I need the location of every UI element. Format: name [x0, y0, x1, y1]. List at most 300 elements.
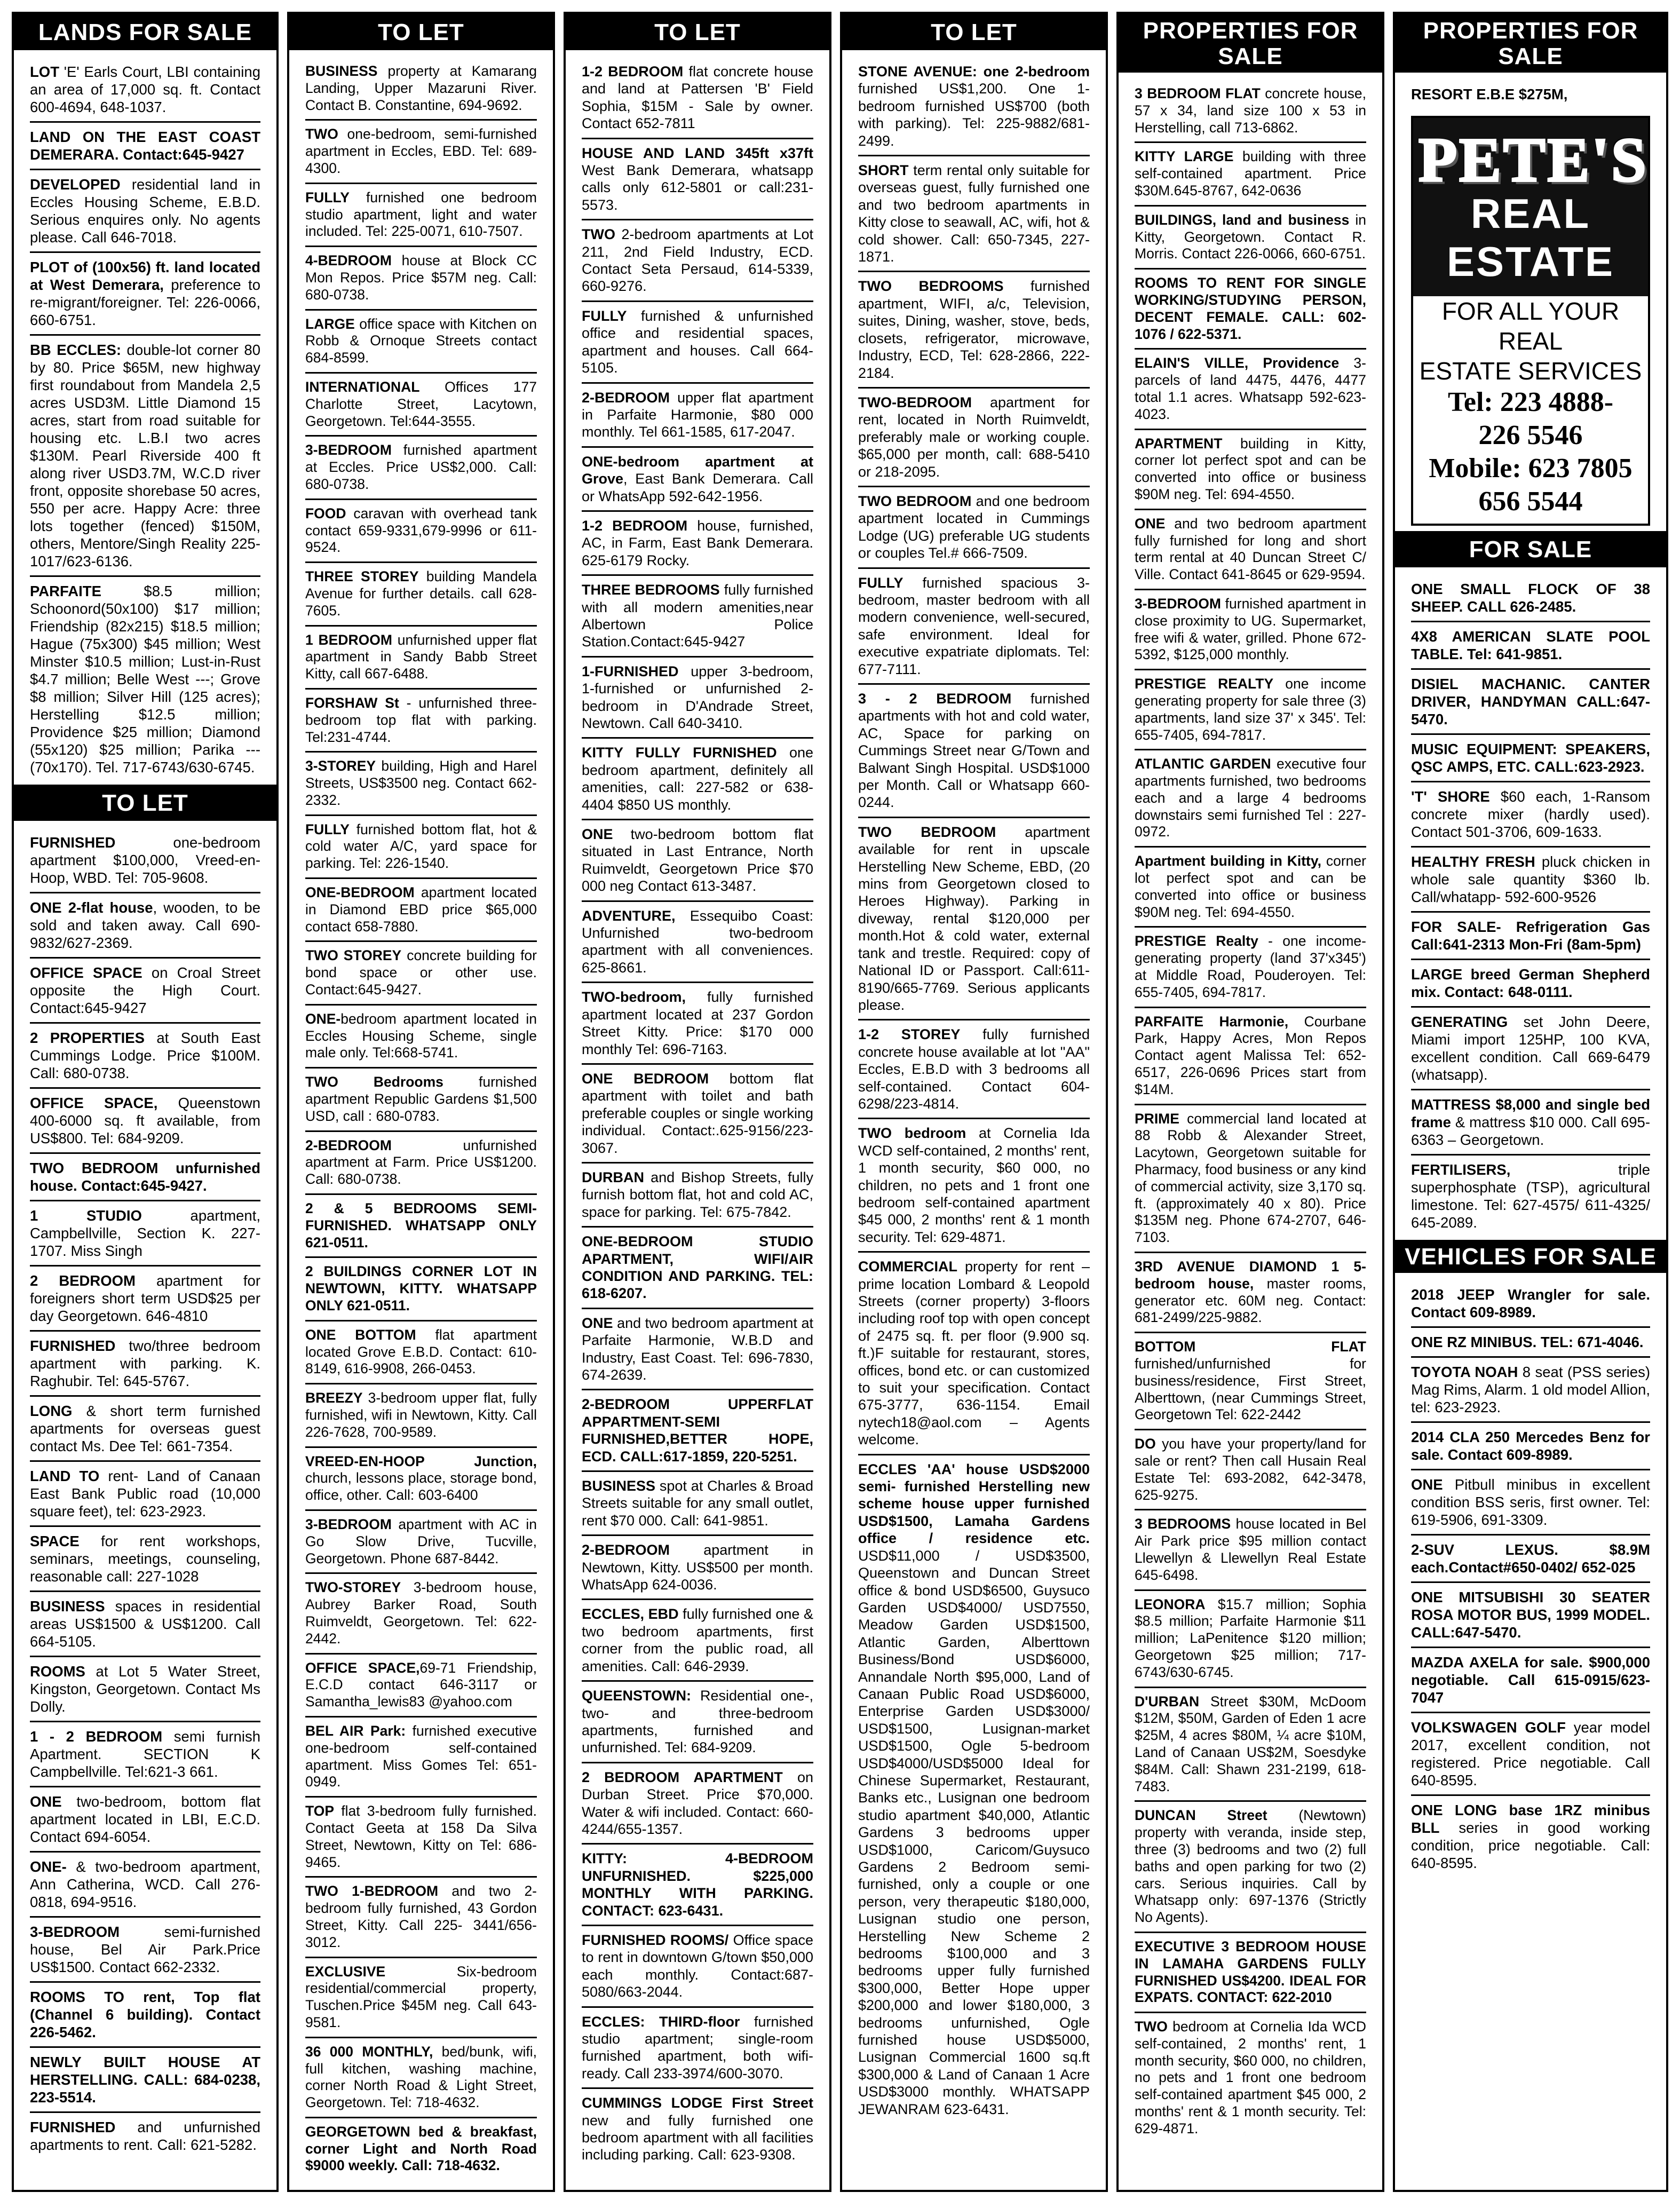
classified-ad	[1411, 848, 1650, 913]
classified-ad	[305, 121, 537, 184]
ad-lead: 2 BUILDINGS CORNER LOT IN NEWTOWN, KITTY. WHATSAPP ONLY 621-0511.	[305, 1263, 537, 1314]
classified-ad	[582, 1472, 813, 1536]
column-4	[840, 12, 1108, 2192]
ad-lead: PRESTIGE Realty	[1135, 933, 1258, 949]
logo-subtitle: REAL ESTATE	[1446, 190, 1615, 285]
section-heading-to-let: TO LET	[842, 14, 1106, 50]
classified-ad	[1135, 590, 1366, 670]
ad-text: series in good working condition, price negotiable. Call: 640-8595.	[1411, 1819, 1650, 1871]
ad-text: Six-bedroom residential/commercial property, Tuschen.Price $45M neg. Call 643-9581.	[305, 1963, 537, 2030]
classified-ad	[305, 627, 537, 690]
ad-lead: STONE AVENUE: one 2-bedroom	[858, 64, 1090, 80]
ad-text: at Lot 5 Water Street, Kingston, Georgetown. Contact Ms Dolly.	[30, 1663, 260, 1715]
ad-text: bedroom at Cornelia Ida WCD self-contained, 2 months' rent, 1 month security, $60 000, no children, no pets and 1 front one bedroom self-contained apartment $45 000, 2 months' rent & 1 month security. Tel: 629-4871.	[1135, 2019, 1366, 2136]
ad-lead: PARFAITE Harmonie,	[1135, 1013, 1289, 1030]
ad-lead: TWO BEDROOM	[858, 493, 972, 509]
ad-lead: 4-BEDROOM	[305, 252, 392, 269]
ad-text: bed/bunk, wifi, full kitchen, washing machine, corner North Road & Light Street, Georgetown. Tel: 718-4632.	[305, 2043, 537, 2111]
classified-ad	[305, 374, 537, 437]
ad-text: flat apartment located Grove E.B.D. Contact: 610-8149, 616-9908, 266-0453.	[305, 1326, 537, 1377]
ad-text: apartment with AC in Go Slow Drive, Tucville, Georgetown. Phone 687-8442.	[305, 1516, 537, 1566]
classified-ad	[858, 156, 1090, 272]
ad-text: furnished bottom flat, hot & cold water A/C, yard space for parking. Tel: 226-1540.	[305, 821, 537, 872]
ad-lead: RESORT E.B.E $275M,	[1411, 86, 1568, 102]
ad-list	[1411, 80, 1650, 108]
ad-lead: TWO BEDROOMS	[858, 278, 1004, 295]
ad-lead: OFFICE SPACE,	[305, 1659, 420, 1676]
classified-ad	[30, 1332, 260, 1397]
classified-ad	[858, 272, 1090, 388]
ad-lead: 1-2 STOREY	[858, 1026, 961, 1043]
section-heading-lands-for-sale: LANDS FOR SALE	[14, 14, 276, 50]
classified-ad	[582, 2089, 813, 2169]
ad-lead: ECCLES, EBD	[582, 1606, 679, 1623]
ad-lead: OFFICE SPACE	[30, 964, 142, 981]
ad-text: pluck chicken in whole sale quantity $360 lb. Call/whatapp- 592-600-9526	[1411, 853, 1650, 905]
ad-text: $8.5 million; Schoonord(50x100) $17 million; Friendship (82x215) $18.5 million; Hague (75x300) $45 million; West Minster $10.5 million; Lust-in-Rust $4.7 million; Belle West ---; Grove $8 million; Silver Hill (125 acres); Herstelling $12.5 million; Providence $25 million; Diamond (55x120) $25 million; Parika --- (70x170). Tel. 717-6743/630-6745.	[30, 583, 260, 775]
ad-lead: 3 BEDROOMS	[1135, 1516, 1231, 1532]
classified-ad	[582, 384, 813, 448]
ad-text: concrete building for bond space or other use. Contact:645-9427.	[305, 947, 537, 998]
logo-tel: Tel: 223 4888-	[1447, 387, 1614, 417]
classified-ad	[30, 170, 260, 253]
ad-lead: 3 BEDROOM FLAT	[1135, 85, 1261, 101]
ad-lead: 3-BEDROOM	[1135, 595, 1221, 612]
ad-lead: EXECUTIVE 3 BEDROOM HOUSE IN LAMAHA GARDENS FULLY FURNISHED US$4200. IDEAL FOR EXPATS. CONTACT: 622-2010	[1135, 1938, 1366, 2006]
classified-ad	[858, 389, 1090, 487]
classified-ad	[582, 1682, 813, 1763]
classified-ad	[1135, 670, 1366, 750]
classified-ad	[30, 959, 260, 1024]
ad-text: & mattress $10 000. Call 695-6363 – Georgetown.	[1411, 1114, 1650, 1148]
ad-text: 'E' Earls Court, LBI containing an area of 17,000 sq. ft. Contact 600-4694, 648-1037.	[30, 64, 260, 115]
ad-list	[1411, 1280, 1650, 1877]
ad-text: Queenstown 400-6000 sq. ft available, from US$800. Tel: 684-9209.	[30, 1095, 260, 1146]
ad-text: Offices 177 Charlotte Street, Lacytown, Georgetown. Tel:644-3555.	[305, 378, 537, 429]
classified-ad	[582, 1536, 813, 1600]
ad-lead: ROOMS	[30, 1663, 85, 1680]
ad-lead: 36 000 MONTHLY,	[305, 2043, 433, 2060]
ad-text: $60 each, 1-Ransom concrete mixer (hardly used). Contact 501-3706, 609-1633.	[1411, 788, 1650, 840]
ad-text: residential land in Eccles Housing Scheme, E.B.D. Serious enquires only. No agents please. Call 646-7018.	[30, 176, 260, 246]
classified-ad	[1135, 928, 1366, 1008]
ad-lead: DUNCAN Street	[1135, 1807, 1267, 1824]
ad-lead: 3-BEDROOM	[305, 442, 392, 458]
ad-lead: SHORT	[858, 162, 909, 179]
classified-ad	[858, 1253, 1090, 1455]
ad-lead: KITTY FULLY FURNISHED	[582, 745, 777, 761]
ad-text: bedroom apartment located in Eccles Housing Scheme, single male only. Tel:668-5741.	[305, 1010, 537, 1061]
classified-ad	[1411, 1648, 1650, 1713]
ad-lead: DO	[1135, 1436, 1156, 1452]
classified-ad	[1411, 622, 1650, 670]
column-1	[12, 12, 279, 2192]
ad-lead: TOYOTA NOAH	[1411, 1364, 1518, 1380]
ad-lead: 1-FURNISHED	[582, 663, 679, 679]
classified-ad	[582, 1845, 813, 1926]
ad-text: at Cornelia Ida WCD self-contained, 2 months' rent, 1 month security, $60 000, no children, no pets and 1 front one bedroom self-contained apartment $45 000, 2 months' rent & 1 month security. Tel: 629-4871.	[858, 1125, 1090, 1245]
ad-text: concrete house, 57 x 34, land size 100 x 53 in Herstelling, call 713-6862.	[1135, 85, 1366, 136]
classified-ad	[30, 1267, 260, 1332]
ad-lead: 3RD AVENUE DIAMOND 1 5-bedroom house,	[1135, 1259, 1366, 1292]
classified-ad	[30, 1462, 260, 1527]
ad-lead: BEL AIR Park:	[305, 1722, 406, 1739]
ad-lead: TWO BEDROOM	[858, 824, 996, 840]
ad-lead: 4X8 AMERICAN SLATE POOL TABLE. Tel: 641-9851.	[1411, 628, 1650, 662]
ad-lead: 2018 JEEP Wrangler for sale. Contact 609-8989.	[1411, 1286, 1650, 1320]
classified-ad	[305, 1321, 537, 1384]
classified-ad	[1411, 1470, 1650, 1536]
classified-ad	[305, 1258, 537, 1321]
ad-text: furnished US$1,200. One 1-bedroom furnished US$700 (both with parking). Tel: 225-9882/681-2499.	[858, 81, 1090, 149]
ad-lead: LONG	[30, 1403, 73, 1419]
classified-ad	[1411, 1423, 1650, 1470]
ad-lead: BUSINESS	[582, 1478, 656, 1494]
classified-ad	[1135, 750, 1366, 848]
ad-lead: BUSINESS	[305, 63, 378, 79]
classified-ad	[30, 1592, 260, 1657]
ad-lead: ONE MITSUBISHI 30 SEATER ROSA MOTOR BUS, 1999 MODEL. CALL:647-5470.	[1411, 1589, 1650, 1641]
ad-text: furnished apartment, WIFI, a/c, Television, suites, Dining, washer, stove, beds, closets, refrigerator, microwave, Industry, ECD, Tel: 628-2866, 222-2184.	[858, 278, 1090, 381]
ad-lead: PLOT of (100x56) ft. land located at West Demerara,	[30, 259, 260, 293]
ad-lead: 3-BEDROOM	[30, 1924, 120, 1940]
ad-text: one bedroom apartment, definitely all amenities, call: 227-582 or 638-4404 $850 US monthly.	[582, 745, 813, 813]
classified-ad	[582, 576, 813, 658]
logo-name: PETE'S	[1419, 125, 1649, 195]
classified-ad	[582, 1065, 813, 1164]
ad-text: and Bishop Streets, fully furnish bottom flat, hot and cold AC, space for parking. Tel: 675-7842.	[582, 1169, 813, 1220]
column-2	[287, 12, 555, 2192]
ad-lead: FURNISHED ROOMS/	[582, 1932, 729, 1948]
classified-ad	[582, 1600, 813, 1682]
ad-lead: THREE BEDROOMS	[582, 582, 720, 598]
classified-ad	[305, 1006, 537, 1069]
ad-lead: VREED-EN-HOOP Junction,	[305, 1453, 537, 1469]
ad-lead: TWO-STOREY	[305, 1579, 401, 1596]
ad-text: USD$11,000 / USD$3500, Queenstown and Duncan Street office & bond USD$6500, Guysuco Garden USD$4000/ USD7550, Meadow Garden USD$1500, Atlantic Garden, Alberttown Business/Bond USD$6000, Annandale North $95,000, Land of Canaan Public Road USD$6000, Enterprise Garden USD$3000/ USD$1500, Lusignan-market USD$1500, Ogle 5-bedroom USD$4000/USD$5000 Ideal for Chinese Supermarket, Restaurant, Banks etc., Lusignan one bedroom studio apartment $40,000, Atlantic Gardens 3 bedrooms upper USD$1000, Caricom/Guysuco Gardens 2 Bedroom semi-furnished, only a couple or one person, very therapeutic $180,000, Lusignan studio one person, Herstelling New Scheme 2 bedrooms $100,000 and 3 bedrooms upper fully furnished $300,000, Better Hope upper $200,000 and lower $180,000, 3 bedrooms unfurnished, Ogle furnished house USD$5000, Lusignan Commercial 1600 sq.ft $300,000 & Land of Canaan 1 Acre USD$3000 monthly. WHATSAPP JEWANRAM 623-6431.	[858, 1547, 1090, 2117]
ad-lead: TWO	[582, 226, 615, 243]
classified-ad	[1411, 1796, 1650, 1877]
classified-ad	[582, 448, 813, 512]
ad-lead: ONE-	[305, 1010, 341, 1027]
ad-text: $15.7 million; Sophia $8.5 million; Parfaite Harmonie $11 million; LaPenitence $120 million; Georgetown $25 million; 717-6743/630-6745.	[1135, 1596, 1366, 1680]
ad-lead: LARGE breed German Shepherd mix. Contact: 648-0111.	[1411, 966, 1650, 1000]
ad-text: new and fully furnished one bedroom apartment with all facilities including parking. Call: 623-9308.	[582, 2112, 813, 2163]
classified-ad	[305, 1574, 537, 1654]
ad-lead: Apartment building in Kitty,	[1135, 853, 1321, 869]
ad-list	[858, 58, 1090, 2123]
ad-lead: DURBAN	[582, 1169, 644, 1185]
ad-text: bottom flat apartment with toilet and bath preferable couples or single working individual. Contact:.625-9156/223-3067.	[582, 1070, 813, 1156]
ad-lead: 2014 CLA 250 Mercedes Benz for sale. Contact 609-8989.	[1411, 1429, 1650, 1463]
ad-text: & short term furnished apartments for overseas guest contact Ms. Dee Tel: 661-7354.	[30, 1403, 260, 1454]
ad-lead: 1 BEDROOM	[305, 631, 392, 648]
ad-text: caravan with overhead tank contact 659-9331,679-9996 or 611-9524.	[305, 505, 537, 556]
logo-mobile: Mobile: 623 7805	[1429, 453, 1633, 484]
classified-ad	[1411, 960, 1650, 1008]
ad-lead: PARFAITE	[30, 583, 101, 599]
classified-ad	[30, 2048, 260, 2113]
ad-lead: D'URBAN	[1135, 1693, 1200, 1710]
classified-ad	[305, 437, 537, 500]
ad-lead: QUEENSTOWN:	[582, 1688, 692, 1704]
section-heading-properties-for-sale: PROPERTIES FOR SALE	[1395, 14, 1666, 73]
classified-ad	[582, 139, 813, 221]
ad-lead: FORSHAW St	[305, 694, 399, 711]
ad-text: apartment for foreigners short term USD$25 per day Georgetown. 646-4810	[30, 1272, 260, 1324]
classified-ad	[305, 1958, 537, 2038]
ad-lead: ONE SMALL FLOCK OF 38 SHEEP. CALL 626-2485.	[1411, 581, 1650, 615]
classified-ad	[582, 1164, 813, 1228]
ad-text: furnished & unfurnished office and residential spaces, apartment and houses. Call 664-5105.	[582, 307, 813, 376]
ad-text: property for rent – prime location Lombard & Leopold Streets (corner property) 3-floors including roof top with open concept of 2475 sq. ft. per floor (9.900 sq. ft.)F suitable for restaurant, stores, offices, bond etc. or can customized to suit your specification. Contact 675-3777, 636-1154. Email nytech18@aol.com – Agents welcome.	[858, 1259, 1090, 1448]
ad-text: , East Bank Demerara. Call or WhatsApp 592-642-1956.	[582, 471, 813, 504]
ad-lead: ROOMS TO rent, Top flat (Channel 6 building). Contact 226-5462.	[30, 1989, 260, 2040]
ad-lead: CUMMINGS LODGE First Street	[582, 2095, 813, 2111]
ad-text: two-bedroom bottom flat situated in Last Entrance, North Ruimveldt, Georgetown Price $70 000 neg Contact 613-3487.	[582, 826, 813, 895]
classified-ad	[582, 302, 813, 384]
classified-ad	[1135, 510, 1366, 590]
ad-lead: 2-BEDROOM	[582, 389, 670, 406]
ad-lead: TWO-BEDROOM	[858, 394, 972, 410]
ad-lead: LAND ON THE EAST COAST DEMERARA. Contact:645-9427	[30, 129, 260, 163]
ad-lead: FURNISHED	[30, 2119, 116, 2135]
classified-ad	[858, 58, 1090, 156]
ad-text: spot at Charles & Broad Streets suitable for any small outlet, rent $70 000. Call: 641-9851.	[582, 1478, 813, 1529]
ad-text: office space with Kitchen on Robb & Ornoque Streets contact 684-8599.	[305, 315, 537, 366]
classified-ad	[1135, 1933, 1366, 2013]
classified-ad	[1135, 1510, 1366, 1590]
classified-ad	[582, 220, 813, 302]
ad-lead: TWO STOREY	[305, 947, 402, 964]
ad-lead: DISIEL MACHANIC. CANTER DRIVER, HANDYMAN CALL:647-5470.	[1411, 676, 1650, 727]
ad-lead: FERTILISERS,	[1411, 1161, 1511, 1178]
classified-ad	[30, 828, 260, 893]
ad-lead: ONE	[582, 1315, 613, 1331]
ad-lead: TWO	[305, 126, 338, 143]
classified-ad	[582, 820, 813, 902]
ad-text: spaces in residential areas US$1500 & US$1200. Call 664-5105.	[30, 1598, 260, 1650]
ad-text: one income generating property for sale three (3) apartments, land size 37' x 345'. Tel: 655-7405, 694-7817.	[1135, 676, 1366, 743]
classified-ad	[1135, 80, 1366, 143]
classified-ad	[1135, 143, 1366, 206]
ad-text: furnished apartment in close proximity to UG. Supermarket, free wifi & water, grilled. Phone 672-5392, $125,000 monthly.	[1135, 595, 1366, 663]
classified-ad	[1135, 1802, 1366, 1933]
ad-text: term rental only suitable for overseas guest, fully furnished one and two bedroom apartments in Kitty close to seawall, AC, wifi, hot & cold shower. Call: 650-7345, 227-1871.	[858, 162, 1090, 265]
ad-text: unfurnished upper flat apartment in Sandy Babb Street Kitty, call 667-6488.	[305, 631, 537, 682]
ad-text: 3-bedroom house, Aubrey Barker Road, South Ruimveldt, Georgetown. Tel: 622-2442.	[305, 1579, 537, 1647]
ad-lead: TWO 1-BEDROOM	[305, 1883, 439, 1900]
ad-lead: LOT	[30, 64, 59, 80]
ad-lead: FULLY	[305, 821, 350, 837]
classified-ad	[305, 1448, 537, 1511]
classified-ad	[582, 512, 813, 576]
classified-ad	[1135, 1008, 1366, 1105]
classified-ad	[1411, 1156, 1650, 1237]
ad-lead: HEALTHY FRESH	[1411, 853, 1535, 870]
ad-text: executive four apartments furnished, two bedrooms each and a large 4 bedrooms downstairs semi furnished Tel : 227-0972.	[1135, 756, 1366, 840]
ad-text: (Newtown) property with veranda, inside step, three (3) bedrooms and two (2) full baths and open parking for two (2) cars. Serious inquiries. Call by Whatsapp only: 697-1376 (Strictly No Agents).	[1135, 1807, 1366, 1926]
classified-ad	[582, 1390, 813, 1472]
ad-text: Residential one-, two- and three-bedroom apartments, furnished and unfurnished. Tel: 684-9209.	[582, 1688, 813, 1756]
ad-lead: FURNISHED	[30, 1338, 116, 1354]
ad-lead: FULLY	[582, 307, 627, 324]
classified-ad	[582, 1228, 813, 1309]
classified-ad	[1135, 1105, 1366, 1253]
ad-text: triple superphosphate (TSP), agricultural limestone. Tel: 627-4575/ 611-4325/ 645-2089.	[1411, 1161, 1650, 1231]
ad-text: rent- Land of Canaan East Bank Public road (10,000 square feet), tel: 623-2923.	[30, 1468, 260, 1520]
ad-text: building, High and Harel Streets, US$3500 neg. Contact 662-2332.	[305, 758, 537, 808]
classified-ad	[1135, 270, 1366, 350]
section-heading-to-let: TO LET	[14, 785, 276, 821]
classified-ad	[1411, 1008, 1650, 1090]
classified-ad	[305, 58, 537, 121]
ad-lead: 3-BEDROOM	[305, 1516, 392, 1532]
classified-ad	[1411, 80, 1650, 108]
ad-lead: 2 BEDROOM	[30, 1272, 136, 1289]
classified-ad	[305, 500, 537, 563]
classified-ad	[30, 1722, 260, 1787]
classified-ad	[30, 1024, 260, 1089]
column-6	[1393, 12, 1668, 2192]
ad-lead: VOLKSWAGEN GOLF	[1411, 1719, 1566, 1736]
classified-ad	[305, 1069, 537, 1131]
ad-lead: DEVELOPED	[30, 176, 121, 193]
ad-text: Office space to rent in downtown G/town $50,000 each monthly. Contact:687-5080/663-2044.	[582, 1932, 813, 2000]
classified-ad	[1411, 1280, 1650, 1328]
ad-text: house at Block CC Mon Repos. Price $57M neg. Call: 680-0738.	[305, 252, 537, 303]
ad-lead: 2 PROPERTIES	[30, 1030, 145, 1046]
classified-ad	[30, 1154, 260, 1201]
ad-list	[30, 58, 260, 781]
ad-text: semi furnish Apartment. SECTION K Campbellville. Tel:621-3 661.	[30, 1728, 261, 1780]
ad-lead: TWO bedroom	[858, 1125, 966, 1142]
ad-text: building with three self-contained apartment. Price $30M.645-8767, 642-0636	[1135, 148, 1367, 199]
classified-ad	[1411, 782, 1650, 848]
ad-text: - one income-generating property (land 37'x345') at Middle Road, Pouderoyen. Tel: 655-7405, 694-7817.	[1135, 933, 1366, 1000]
classified-ad	[305, 1132, 537, 1195]
ad-text: furnished executive one-bedroom self-contained apartment. Miss Gomes Tel: 651-0949.	[305, 1722, 537, 1790]
classified-ad	[858, 685, 1090, 818]
ad-text: in Kitty, Georgetown. Contact R. Morris. Contact 226-0066, 660-6751.	[1135, 211, 1366, 262]
ad-text: furnished apartment at Eccles. Price US$2,000. Call: 680-0738.	[305, 442, 537, 492]
ad-text: flat 3-bedroom fully furnished. Contact Geeta at 158 Da Silva Street, Newtown, Kitty on Tel: 686-9465.	[305, 1803, 537, 1870]
ad-text: furnished studio apartment; single-room furnished apartment, both wifi-ready. Call 233-3974/600-3070.	[582, 2013, 813, 2082]
ad-text: you have your property/land for sale or rent? Then call Husain Real Estate Tel: 693-2082, 642-3478, 625-9275.	[1135, 1436, 1366, 1503]
classified-ad	[305, 1655, 537, 1718]
classified-ad	[305, 690, 537, 753]
ad-lead: FULLY	[858, 574, 904, 591]
ad-text: unfurnished apartment at Farm. Price US$1200. Call: 680-0738.	[305, 1137, 537, 1188]
classified-ad	[305, 184, 537, 247]
ad-text: at South East Cummings Lodge. Price $100M. Call: 680-0738.	[30, 1030, 261, 1081]
classified-ad	[305, 1718, 537, 1798]
ad-lead: ONE	[582, 826, 613, 843]
ad-lead: BREEZY	[305, 1390, 363, 1406]
ad-lead: MUSIC EQUIPMENT: SPEAKERS, QSC AMPS, ETC. CALL:623-2923.	[1411, 741, 1650, 775]
ad-text: and unfurnished apartments to rent. Call: 621-5282.	[30, 2119, 260, 2153]
ad-lead: 2-BEDROOM	[305, 1137, 392, 1153]
ad-text: and two bedroom apartment fully furnished for long and short term rental at 40 Duncan Street C/ Ville. Contact 641-8645 or 629-9594.	[1135, 515, 1366, 583]
ad-text: on Croal Street opposite the High Court. Contact:645-9427	[30, 964, 260, 1016]
ad-lead: TWO-bedroom,	[582, 989, 686, 1006]
classified-ad	[1135, 848, 1366, 928]
classified-ad	[305, 1798, 537, 1878]
ad-text: apartment available for rent in upscale Herstelling New Scheme, EBD, (20 mins from Georgetown closed to Heroes Highway). Parking in diveway, rental $120,000 per month.Hot & cold water, external tank and trestle. Required: copy of National ID or Passport. Call:611-8190/665-7769. Serious applicants please.	[858, 824, 1090, 1013]
ad-text: apartment, Campbellville, Section K. 227-1707. Miss Singh	[30, 1207, 260, 1259]
classified-ad	[1135, 430, 1366, 510]
ad-text: commercial land located at 88 Robb & Alexander Street, Lacytown, Georgetown suitable for Pharmacy, food business or any kind of commercial activity, size 3,170 sq. ft. (approximately 40 x 80). Price $135M neg. Phone 674-2707, 646-7103.	[1135, 1110, 1366, 1246]
classified-ad	[858, 1119, 1090, 1253]
classified-ad	[305, 2118, 537, 2180]
classified-ad	[30, 893, 260, 959]
classified-ad	[30, 336, 260, 577]
ad-lead: BUILDINGS, land and business	[1135, 211, 1350, 228]
ad-text: flat concrete house and land at Pattersen 'B' Field Sophia, $15M - Sale by owner. Contact 652-7811	[582, 64, 813, 132]
ad-lead: MATTRESS $8,000 and single bed frame	[1411, 1096, 1650, 1130]
classified-ad	[582, 1309, 813, 1391]
ad-lead: 3-STOREY	[305, 758, 376, 774]
column-3	[564, 12, 831, 2192]
ad-lead: ONE-	[30, 1858, 67, 1875]
classified-ad	[582, 658, 813, 739]
logo-banner	[1413, 118, 1648, 296]
ad-lead: ONE 2-flat house	[30, 899, 153, 916]
ad-text: 8 seat (PSS series) Mag Rims, Alarm. 1 old model Allion, tel: 623-2923.	[1411, 1364, 1650, 1415]
ad-text: on Durban Street. Price $70,000. Water & wifi included. Contact: 660-4244/655-1357.	[582, 1769, 813, 1837]
ad-list	[1135, 80, 1366, 2143]
section-heading-for-sale: FOR SALE	[1395, 531, 1666, 567]
ad-lead: TWO	[1135, 2019, 1168, 2035]
ad-lead: LEONORA	[1135, 1596, 1206, 1612]
ad-text: and two bedroom apartment at Parfaite Harmonie, W.B.D and Industry, East Coast. Tel: 696-7830, 674-2639.	[582, 1315, 813, 1383]
ad-lead: ONE-bedroom apartment at Grove	[582, 453, 813, 487]
classified-ad	[30, 1853, 260, 1918]
column-5	[1116, 12, 1384, 2192]
ad-lead: ONE	[30, 1793, 62, 1810]
ad-list	[1411, 575, 1650, 1237]
classified-ad	[1411, 1090, 1650, 1156]
ad-lead: ONE-BEDROOM STUDIO APARTMENT, WIFI/AIR CONDITION AND PARKING. TEL: 618-6207.	[582, 1233, 813, 1302]
ad-text: and two 2-bedroom fully furnished, 43 Gordon Street, Kitty. Call 225- 3441/656-3012.	[305, 1883, 537, 1950]
ad-text: two-bedroom, bottom flat apartment located in LBI, E.C.D. Contact 694-6054.	[30, 1793, 260, 1845]
ad-lead: FOOD	[305, 505, 346, 521]
ad-text: set John Deere, Miami import 125HP, 100 KVA, excellent condition. Call 669-6479 (whatsapp).	[1411, 1014, 1650, 1083]
ad-text: apartment located in Diamond EBD price $65,000 contact 658-7880.	[305, 884, 537, 935]
classified-ad	[582, 1763, 813, 1845]
classified-ad	[30, 123, 260, 170]
ad-lead: MAZDA AXELA for sale. $900,000 negotiable. Call 615-0915/623-7047	[1411, 1654, 1650, 1706]
ad-lead: COMMERCIAL	[858, 1259, 957, 1275]
ad-text: master rooms, generator etc. 60M neg. Contact: 681-2499/225-9882.	[1135, 1275, 1366, 1326]
classified-ad	[30, 1983, 260, 2048]
ad-lead: 2-BEDROOM	[582, 1542, 670, 1558]
ad-text: & two-bedroom apartment, Ann Catherina, WCD. Call 276-0818, 694-9516.	[30, 1858, 260, 1910]
ad-lead: ONE LONG base 1RZ minibus BLL	[1411, 1802, 1650, 1836]
classified-ad	[305, 563, 537, 626]
ad-lead: ATLANTIC GARDEN	[1135, 756, 1271, 772]
ad-lead: TWO BEDROOM unfurnished house. Contact:645-9427.	[30, 1160, 260, 1194]
ad-text: - unfurnished three-bedroom top flat with parking. Tel:231-4744.	[305, 694, 537, 745]
section-heading-to-let: TO LET	[289, 14, 553, 50]
ad-lead: 2 & 5 BEDROOMS SEMI-FURNISHED. WHATSAPP ONLY 621-0511.	[305, 1200, 537, 1251]
classified-ad	[1411, 1713, 1650, 1796]
ad-list	[582, 58, 813, 2169]
classified-ad	[582, 2008, 813, 2090]
classified-ad	[582, 983, 813, 1065]
classified-ad	[30, 253, 260, 336]
logo-line-1: FOR ALL YOUR REAL	[1441, 297, 1620, 355]
